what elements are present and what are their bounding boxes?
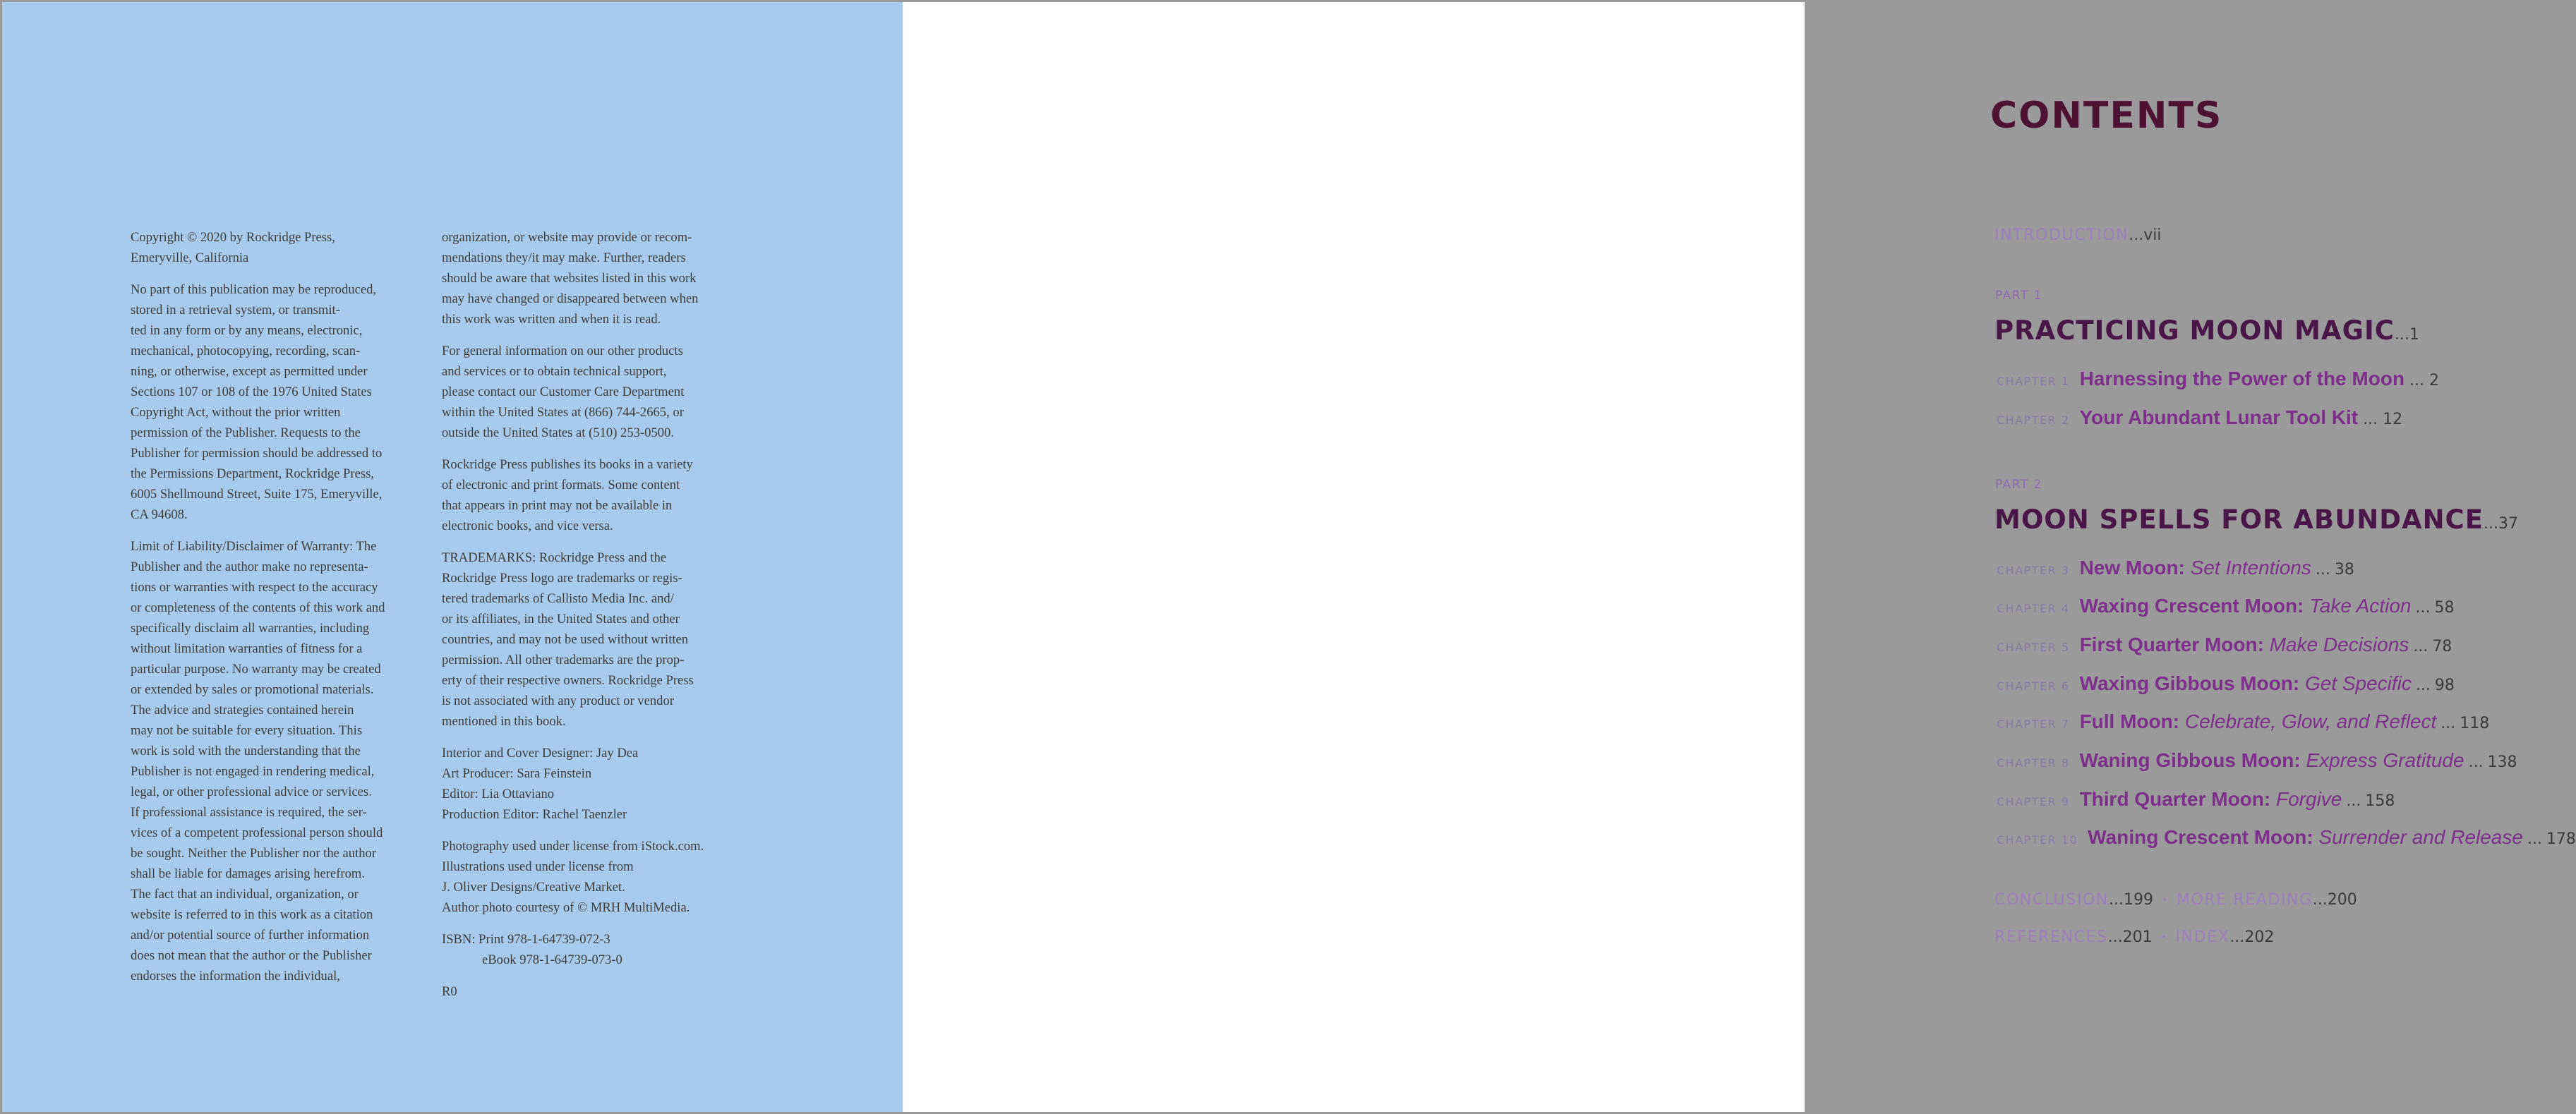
leader-dots: ... bbox=[2468, 753, 2484, 771]
text-line: tions or warranties with respect to the accuracy bbox=[131, 580, 378, 595]
text-line: legal, or other professional advice or services. bbox=[131, 785, 372, 799]
leader-dots: ... bbox=[2484, 515, 2498, 533]
text-line: tered trademarks of Callisto Media Inc. and/ bbox=[442, 591, 674, 606]
toc-end-row-2 bbox=[1994, 928, 2274, 946]
text-line: Publisher and the author make no representa- bbox=[131, 559, 368, 574]
text-line: should be aware that websites listed in this work bbox=[442, 271, 697, 286]
chapter-label: CHAPTER 2 bbox=[1997, 413, 2070, 427]
copyright-paragraph bbox=[131, 279, 431, 525]
toc-chapter-4[interactable] bbox=[1997, 595, 2454, 617]
toc-chapter-10[interactable] bbox=[1997, 826, 2576, 849]
text-line: Limit of Liability/Disclaimer of Warranty: The bbox=[131, 539, 377, 554]
isbn-print: ISBN: Print 978-1-64739-072-3 bbox=[442, 932, 610, 947]
chapter-label: CHAPTER 1 bbox=[1997, 375, 2070, 388]
page-number bbox=[2424, 372, 2429, 389]
copyright-paragraph bbox=[442, 743, 745, 825]
page-number: vii bbox=[2143, 226, 2162, 244]
part-label: PART 2 bbox=[1995, 478, 2042, 492]
text-line: TRADEMARKS: Rockridge Press and the bbox=[442, 550, 667, 565]
leader-dots: ... bbox=[2129, 226, 2144, 244]
page-number: 98 bbox=[2434, 677, 2455, 694]
page-number: 37 bbox=[2498, 515, 2518, 533]
leader-dots: ... bbox=[2107, 928, 2123, 946]
chapter-title: Full Moon: bbox=[2079, 710, 2180, 732]
leader-dots: ... bbox=[2363, 411, 2378, 428]
page-title: CONTENTS bbox=[1990, 95, 2223, 137]
part-1-label bbox=[1995, 289, 2042, 303]
text-line: The advice and strategies contained herein bbox=[131, 703, 354, 718]
toc-chapter-5[interactable] bbox=[1997, 634, 2452, 656]
text-line: mechanical, photocopying, recording, scan- bbox=[131, 344, 361, 358]
spacer bbox=[2185, 557, 2191, 579]
text-line: J. Oliver Designs/Creative Market. bbox=[442, 880, 625, 895]
text-line: within the United States at (866) 744-2665, or bbox=[442, 405, 684, 420]
page-number: 1 bbox=[2409, 326, 2419, 344]
toc-index[interactable] bbox=[2175, 928, 2275, 946]
toc-chapter-6[interactable] bbox=[1997, 672, 2455, 695]
copyright-column-2 bbox=[442, 227, 745, 1013]
page-number: 58 bbox=[2434, 599, 2455, 617]
toc-conclusion[interactable] bbox=[1994, 891, 2153, 909]
text-line: electronic books, and vice versa. bbox=[442, 519, 613, 533]
text-line: stored in a retrieval system, or transmit- bbox=[131, 303, 340, 317]
text-line: mendations they/it may make. Further, readers bbox=[442, 250, 686, 265]
toc-chapter-8[interactable] bbox=[1997, 749, 2517, 772]
text-line: the Permissions Department, Rockridge Press, bbox=[131, 466, 374, 481]
text-line: website is referred to in this work as a citation bbox=[131, 907, 373, 922]
text-line: vices of a competent professional person should bbox=[131, 825, 383, 840]
chapter-subtitle: Get Specific bbox=[2304, 672, 2412, 694]
text-line: or completeness of the contents of this work and bbox=[131, 600, 385, 615]
text-line: of electronic and print formats. Some content bbox=[442, 478, 680, 492]
chapter-subtitle: Celebrate, Glow, and Reflect bbox=[2184, 710, 2437, 732]
text-line: outside the United States at (510) 253-0500. bbox=[442, 425, 674, 440]
book-spread bbox=[2, 2, 2576, 1112]
leader-dots: ... bbox=[2440, 715, 2456, 732]
page-number: 78 bbox=[2432, 638, 2452, 655]
text-line: 6005 Shellmound Street, Suite 175, Emeryville, bbox=[131, 487, 383, 502]
chapter-title: New Moon: bbox=[2079, 557, 2185, 579]
chapter-title: Harnessing the Power of the Moon bbox=[2079, 368, 2405, 389]
toc-chapter-7[interactable] bbox=[1997, 710, 2489, 733]
leader-dots: ... bbox=[2346, 792, 2361, 810]
leader-dots: ... bbox=[2394, 326, 2409, 344]
page-number: 202 bbox=[2244, 928, 2275, 946]
copyright-paragraph bbox=[442, 836, 745, 918]
chapter-label: CHAPTER 10 bbox=[1997, 833, 2078, 847]
text-line: is not associated with any product or vendor bbox=[442, 694, 674, 708]
chapter-label: CHAPTER 8 bbox=[1997, 756, 2070, 770]
spacer bbox=[2264, 634, 2270, 655]
text-line: without limitation warranties of fitness for a bbox=[131, 641, 363, 656]
toc-chapter-3[interactable] bbox=[1997, 557, 2354, 579]
leader-dots: ... bbox=[2415, 599, 2431, 617]
text-line: work is sold with the understanding that the bbox=[131, 744, 361, 758]
text-line: be sought. Neither the Publisher nor the author bbox=[131, 846, 377, 861]
chapter-subtitle: Take Action bbox=[2309, 595, 2412, 617]
text-line: Publisher is not engaged in rendering medical, bbox=[131, 764, 375, 779]
text-line: particular purpose. No warranty may be created bbox=[131, 662, 381, 677]
text-line: may not be suitable for every situation. This bbox=[131, 723, 363, 738]
spacer bbox=[2270, 788, 2276, 810]
toc-more-reading[interactable] bbox=[2176, 891, 2357, 909]
page-number: 158 bbox=[2365, 792, 2395, 810]
bullet-separator: • bbox=[2162, 893, 2167, 904]
chapter-label: CHAPTER 7 bbox=[1997, 718, 2070, 731]
text-line: Rockridge Press logo are trademarks or regis- bbox=[442, 571, 682, 586]
leader-dots: ... bbox=[2315, 561, 2330, 579]
chapter-subtitle: Set Intentions bbox=[2190, 557, 2311, 579]
part-label: PART 1 bbox=[1995, 289, 2042, 303]
text-line: If professional assistance is required, the ser- bbox=[131, 805, 367, 820]
chapter-title: Waning Crescent Moon: bbox=[2088, 826, 2313, 848]
leader-dots bbox=[2405, 372, 2409, 389]
entry-label: MORE READING bbox=[2176, 891, 2313, 909]
text-line: Illustrations used under license from bbox=[442, 859, 634, 874]
page-number: 118 bbox=[2460, 715, 2490, 732]
text-line: Copyright © 2020 by Rockridge Press, bbox=[131, 230, 335, 245]
text-line: and/or potential source of further information bbox=[131, 928, 370, 943]
toc-end-row-1 bbox=[1994, 891, 2357, 909]
chapter-label: CHAPTER 5 bbox=[1997, 641, 2070, 654]
leader-dots: ... bbox=[2527, 830, 2542, 848]
text-line: shall be liable for damages arising herefrom. bbox=[131, 866, 365, 881]
text-line: or its affiliates, in the United States and other bbox=[442, 612, 680, 626]
toc-introduction[interactable] bbox=[1994, 226, 2162, 244]
page-number: 200 bbox=[2327, 891, 2357, 909]
isbn-block bbox=[442, 929, 745, 970]
chapter-subtitle: Make Decisions bbox=[2269, 634, 2409, 655]
text-line: Emeryville, California bbox=[131, 250, 249, 265]
page-number: 12 bbox=[2383, 411, 2403, 428]
leader-dots: ... bbox=[2409, 372, 2425, 389]
toc-chapter-1[interactable] bbox=[1997, 368, 2439, 390]
chapter-title: Waxing Crescent Moon: bbox=[2079, 595, 2304, 617]
text-line: permission. All other trademarks are the prop- bbox=[442, 653, 685, 667]
spacer bbox=[2179, 710, 2185, 732]
leader-dots: ... bbox=[2229, 928, 2245, 946]
copyright-paragraph bbox=[442, 341, 745, 443]
text-line: Publisher for permission should be addressed to bbox=[131, 446, 383, 461]
toc-part-1[interactable] bbox=[1994, 315, 2419, 346]
text-line: please contact our Customer Care Department bbox=[442, 385, 685, 399]
text-line: Photography used under license from iStock.com. bbox=[442, 839, 704, 854]
part-2-label bbox=[1995, 478, 2042, 492]
printing-code: R0 bbox=[442, 984, 457, 999]
isbn-ebook: eBook 978-1-64739-073-0 bbox=[482, 952, 622, 967]
chapter-subtitle: Forgive bbox=[2276, 788, 2342, 810]
text-line: endorses the information the individual, bbox=[131, 969, 340, 983]
text-line: this work was written and when it is read. bbox=[442, 312, 661, 327]
contents-page bbox=[903, 2, 2576, 1112]
text-line: For general information on our other products bbox=[442, 344, 683, 358]
text-line: countries, and may not be used without written bbox=[442, 632, 689, 647]
text-line: Production Editor: Rachel Taenzler bbox=[442, 807, 627, 822]
text-line: Interior and Cover Designer: Jay Dea bbox=[442, 746, 639, 761]
leader-dots: ... bbox=[2312, 891, 2328, 909]
entry-label: REFERENCES bbox=[1994, 928, 2108, 946]
text-line: mentioned in this book. bbox=[442, 714, 566, 729]
text-line: specifically disclaim all warranties, including bbox=[131, 621, 370, 636]
text-line: Author photo courtesy of © MRH MultiMedia. bbox=[442, 900, 690, 915]
chapter-title: Waxing Gibbous Moon: bbox=[2079, 672, 2300, 694]
chapter-title: Your Abundant Lunar Tool Kit bbox=[2079, 406, 2359, 428]
text-line: erty of their respective owners. Rockridge Press bbox=[442, 673, 694, 688]
toc-references[interactable] bbox=[1994, 928, 2153, 946]
entry-label: INTRODUCTION bbox=[1994, 226, 2129, 244]
text-line: may have changed or disappeared between when bbox=[442, 291, 699, 306]
text-line: that appears in print may not be available in bbox=[442, 498, 673, 513]
copyright-paragraph bbox=[442, 547, 745, 732]
copyright-paragraph bbox=[442, 227, 745, 329]
spacer bbox=[2299, 672, 2305, 694]
page-number: 38 bbox=[2334, 561, 2354, 579]
toc-chapter-2[interactable] bbox=[1997, 406, 2402, 429]
entry-label: CONCLUSION bbox=[1994, 891, 2109, 909]
chapter-label: CHAPTER 9 bbox=[1997, 795, 2070, 809]
page-number: 201 bbox=[2122, 928, 2153, 946]
copyright-column-1 bbox=[131, 227, 431, 998]
copyright-paragraph bbox=[131, 227, 431, 268]
leader-dots: ... bbox=[2415, 677, 2431, 694]
part-title: MOON SPELLS FOR ABUNDANCE bbox=[1994, 504, 2484, 535]
text-line: Sections 107 or 108 of the 1976 United States bbox=[131, 385, 372, 399]
page-number: 199 bbox=[2123, 891, 2153, 909]
leader-dots: ... bbox=[2109, 891, 2124, 909]
page-number: 2 bbox=[2429, 372, 2440, 389]
chapter-label: CHAPTER 3 bbox=[1997, 564, 2070, 577]
text-line: and services or to obtain technical support, bbox=[442, 364, 667, 379]
page-number: 178 bbox=[2546, 830, 2576, 848]
leader-dots: ... bbox=[2413, 638, 2428, 655]
text-line: Editor: Lia Ottaviano bbox=[442, 787, 555, 801]
text-line: No part of this publication may be reproduced, bbox=[131, 282, 377, 297]
chapter-subtitle: Express Gratitude bbox=[2306, 749, 2464, 771]
text-line: ted in any form or by any means, electronic, bbox=[131, 323, 363, 338]
text-line: Copyright Act, without the prior written bbox=[131, 405, 341, 420]
chapter-label: CHAPTER 6 bbox=[1997, 679, 2070, 693]
part-title: PRACTICING MOON MAGIC bbox=[1994, 315, 2395, 346]
chapter-title: First Quarter Moon: bbox=[2079, 634, 2264, 655]
chapter-subtitle: Surrender and Release bbox=[2318, 826, 2523, 848]
text-line: ning, or otherwise, except as permitted under bbox=[131, 364, 368, 379]
text-line: does not mean that the author or the Publisher bbox=[131, 948, 372, 963]
text-line: Rockridge Press publishes its books in a variety bbox=[442, 457, 693, 472]
text-line: organization, or website may provide or recom- bbox=[442, 230, 692, 245]
toc-part-2[interactable] bbox=[1994, 504, 2518, 535]
copyright-page bbox=[2, 2, 903, 1112]
text-line: permission of the Publisher. Requests to the bbox=[131, 425, 361, 440]
bullet-separator: • bbox=[2162, 931, 2166, 942]
text-line: The fact that an individual, organization, or bbox=[131, 887, 359, 902]
copyright-paragraph bbox=[442, 454, 745, 536]
copyright-paragraph bbox=[131, 536, 431, 986]
text-line: or extended by sales or promotional materials. bbox=[131, 682, 374, 697]
page-number: 138 bbox=[2487, 753, 2517, 771]
chapter-title: Third Quarter Moon: bbox=[2079, 788, 2271, 810]
toc-chapter-9[interactable] bbox=[1997, 788, 2395, 811]
text-line: Art Producer: Sara Feinstein bbox=[442, 766, 592, 781]
entry-label: INDEX bbox=[2175, 928, 2230, 946]
chapter-label: CHAPTER 4 bbox=[1997, 602, 2070, 615]
chapter-title: Waning Gibbous Moon: bbox=[2079, 749, 2301, 771]
text-line: CA 94608. bbox=[131, 507, 188, 522]
